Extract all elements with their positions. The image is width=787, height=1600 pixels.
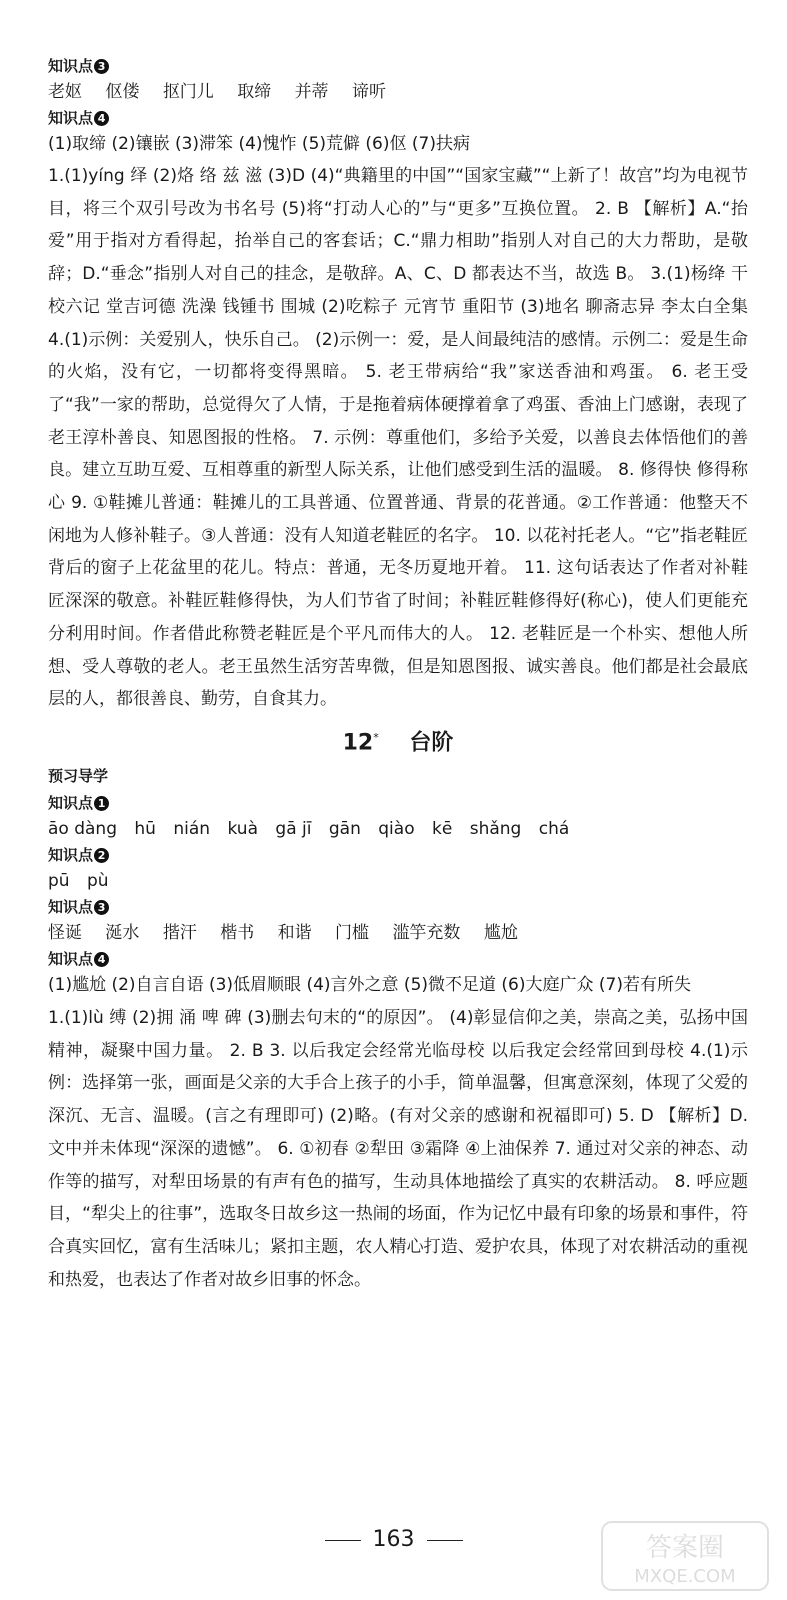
dash-left: [325, 1540, 361, 1541]
knowledge-point-4b-answers: (1)尴尬 (2)自言自语 (3)低眉顺眼 (4)言外之意 (5)微不足道 (6)大庭广众 (7)若有所失: [48, 975, 691, 996]
word: 涎水: [105, 923, 140, 944]
word: 滥竽充数: [392, 923, 461, 944]
word: 并蒂: [294, 82, 329, 102]
answer-page: [48, 56, 748, 1296]
exercise-answers-lesson-11: 1.(1)yíng 绎 (2)烙 络 兹 滋 (3)D (4)“典籍里的中国”“国家宝藏”“上新了！故宫”均为电视节目，将三个双引号改为书名号 (5)将“打动人心的”与“更多”互换位置。 2. B 【解析】A.“抬爱”用于指对方看得起，抬举自己的客套话；C.“鼎力相助”指别人对自己的大力帮助，是敬辞；D.“垂念”指别人对自己的挂念，是敬辞。A、C、D 都表达不当，故选 B。 3.(1)杨绛 干校六记 堂吉诃德 洗澡 钱锺书 围城 (2)吃粽子 元宵节 重阳节 (3)地名 聊斋志异 李太白全集 4.(1)示例：关爱别人，快乐自己。 (2)示例一：爱，是人间最纯洁的感情。示例二：爱是生命的火焰，没有它，一切都将变得黑暗。 5. 老王带病给“我”家送香油和鸡蛋。 6. 老王受了“我”一家的帮助，总觉得欠了人情，于是拖着病体硬撑着拿了鸡蛋、香油上门感谢，表现了老王淳朴善良、知恩图报的性格。 7. 示例：尊重他们，多给予关爱，以善良去体悟他们的善良。建立互助互爱、互相尊重的新型人际关系，让他们感受到生活的温暖。 8. 修得快 修得称心 9. ①鞋摊儿普通：鞋摊儿的工具普通、位置普通、背景的花普通。②工作普通：他整天不闲地为人修补鞋子。③人普通：没有人知道老鞋匠的名字。 10. 以花衬托老人。“它”指老鞋匠背后的窗子上花盆里的花儿。特点：普通，无冬历夏地开着。 11. 这句话表达了作者对补鞋匠深深的敬意。补鞋匠鞋修得快，为人们节省了时间；补鞋匠鞋修得好(称心)，使人们更能充分利用时间。作者借此称赞老鞋匠是个平凡而伟大的人。 12. 老鞋匠是一个朴实、想他人所想、受人尊敬的老人。老王虽然生活穷苦卑微，但是知恩图报、诚实善良。他们都是社会最底层的人，都很善良、勤劳，自食其力。: [48, 166, 748, 710]
word: 取缔: [237, 82, 272, 102]
knowledge-point-3b-heading: 知识点 3: [48, 897, 748, 917]
lesson-number: 12: [342, 730, 374, 756]
knowledge-point-2-heading: 知识点 2: [48, 845, 748, 865]
lesson-star: *: [373, 730, 379, 744]
number-badge: 2: [94, 848, 109, 863]
number-badge: 1: [94, 796, 109, 811]
pinyin-item: kuà: [227, 819, 258, 840]
watermark-text-2: MXQE.COM: [634, 1566, 736, 1587]
lesson-name: 台阶: [409, 730, 454, 756]
word: 抠门儿: [162, 82, 214, 102]
knowledge-point-3b-words: [48, 917, 748, 949]
knowledge-point-2-pinyin: [48, 865, 748, 897]
pinyin-item: pù: [86, 871, 109, 892]
knowledge-point-4-heading: 知识点 4: [48, 108, 748, 128]
number-badge: 3: [94, 900, 109, 915]
word: 老妪: [48, 82, 82, 102]
knowledge-point-4-answers: (1)取缔 (2)镶嵌 (3)滞笨 (4)愧怍 (5)荒僻 (6)伛 (7)扶病: [48, 134, 470, 154]
preview-heading: 预习导学: [48, 767, 109, 786]
pinyin-item: kē: [432, 819, 453, 840]
word: 怪诞: [48, 923, 82, 944]
pinyin-item: shǎng: [469, 819, 522, 840]
pinyin-item: gā jī: [275, 819, 312, 840]
lesson-title: [48, 720, 748, 761]
word: 谛听: [352, 82, 387, 102]
pinyin-item: pū: [48, 871, 70, 892]
knowledge-point-4b-heading: 知识点 4: [48, 949, 748, 969]
pinyin-item: qiào: [378, 819, 415, 840]
word: 楷书: [220, 923, 255, 944]
number-badge: 4: [94, 952, 109, 967]
number-badge: 4: [94, 111, 109, 126]
knowledge-point-1-pinyin: [48, 813, 748, 845]
word: 揩汗: [162, 923, 197, 944]
pinyin-item: nián: [173, 819, 211, 840]
word: 尴尬: [483, 923, 518, 944]
dash-right: [427, 1540, 463, 1541]
pinyin-item: āo dàng: [48, 819, 117, 840]
number-badge: 3: [94, 59, 109, 74]
page-number: 163: [0, 1525, 787, 1555]
exercise-answers-lesson-12: 1.(1)lù 缚 (2)拥 涌 啤 碑 (3)删去句末的“的原因”。 (4)彰显信仰之美，崇高之美，弘扬中国精神，凝聚中国力量。 2. B 3. 以后我定会经常光临母校 以后我定会经常回到母校 4.(1)示例：选择第一张，画面是父亲的大手合上孩子的小手，简单温馨，但寓意深刻，体现了父爱的深沉、无言、温暖。(言之有理即可) (2)略。(有对父亲的感谢和祝福即可) 5. D 【解析】D. 文中并未体现“深深的遗憾”。 6. ①初春 ②犁田 ③霜降 ④上油保养 7. 通过对父亲的神态、动作等的描写，对犁田场景的有声有色的描写，生动具体地描绘了真实的农耕活动。 8. 呼应题目，“犁尖上的往事”，选取冬日故乡这一热闹的场面，作为记忆中最有印象的场景和事件，符合真实回忆，富有生活味儿；紧扣主题，农人精心打造、爱护农具，体现了对农耕活动的重视和热爱，也表达了作者对故乡旧事的怀念。: [48, 1007, 748, 1290]
word: 门槛: [335, 923, 370, 944]
pinyin-item: hū: [134, 819, 156, 840]
knowledge-point-1-heading: 知识点 1: [48, 793, 748, 813]
knowledge-point-3-heading: 知识点 3: [48, 56, 748, 76]
knowledge-point-3-words: [48, 76, 748, 108]
watermark-logo: [600, 1520, 770, 1592]
pinyin-item: gān: [328, 819, 361, 840]
word: 伛偻: [105, 82, 140, 102]
word: 和谐: [277, 923, 312, 944]
watermark-text-1: 答案圈: [645, 1533, 725, 1563]
pinyin-item: chá: [538, 819, 570, 840]
